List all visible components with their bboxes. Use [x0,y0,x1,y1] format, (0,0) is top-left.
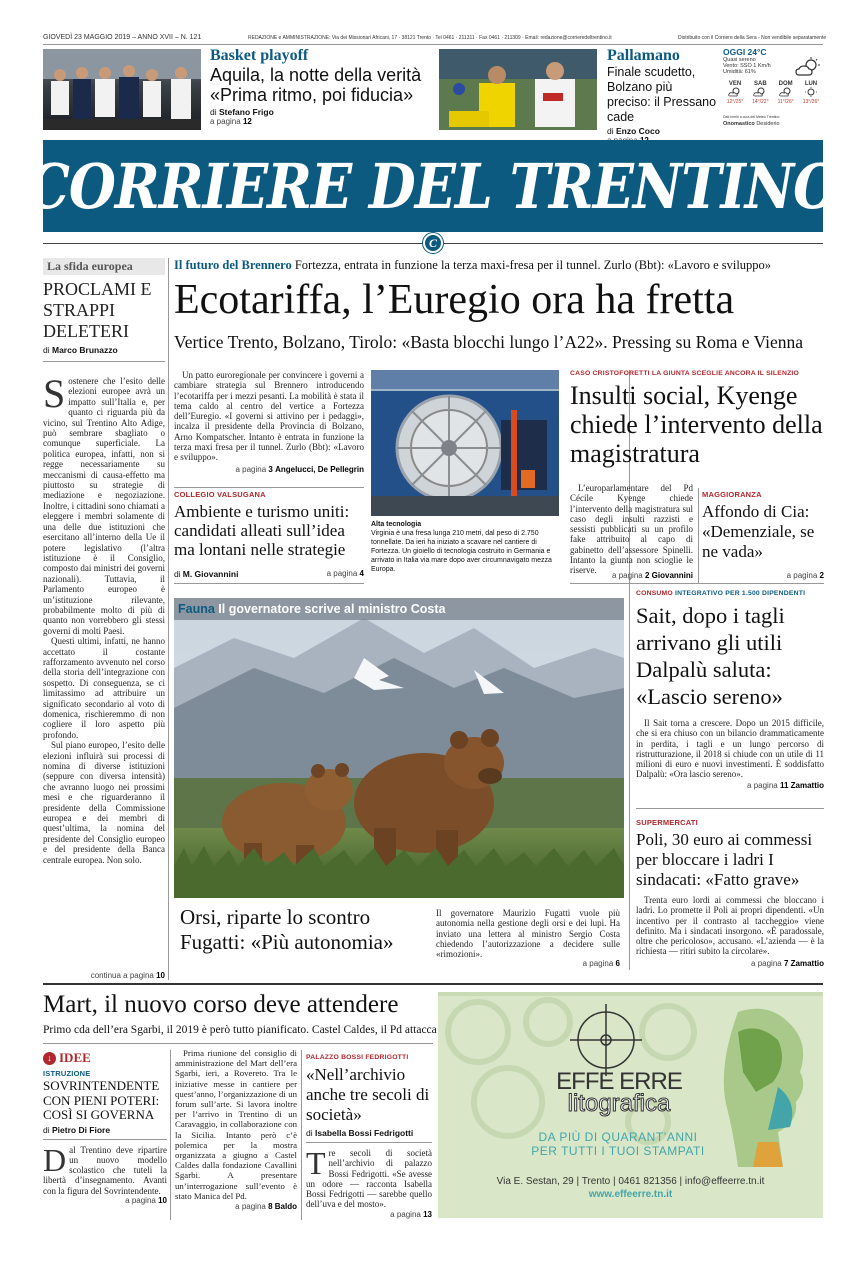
archivio-page: 13 [423,1209,432,1219]
cia-article[interactable] [702,490,824,562]
valsugana-page-prefix: a pagina [326,569,358,578]
issue-date: GIOVEDÌ 23 MAGGIO 2019 – ANNO XVII – N. 121 [43,34,202,41]
weather-line-3: Umidità: 61% [723,69,756,75]
lead-authors: Angelucci, De Pellegrin [275,464,364,474]
valsugana-by: di [174,569,181,579]
weather-day-label: SAB [753,81,767,87]
ad-contact: Via E. Sestan, 29 | Trento | 0461 821356 | info@effeerre.tn.it [496,1176,765,1187]
ad-brand-sub: litografica [567,1090,671,1117]
editorial-body-p3: Sul piano europeo, l’esito delle elezioni influirà sui processi di nomina di diverse istituzioni (seppure con diversa intensità) che avranno luogo nei prossimi mesi e che riguarderanno il presidente della Commissione europea e dei membri di quest’ultima, la nomina del presidente del Consiglio europeo e del presidente della Banca centrale europea. Non solo. [43,740,165,865]
lead-subtopic: Fortezza, entrata in funzione la terza maxi-fresa per il tunnel. Zurlo (Bbt): «Lavoro e sviluppo» [294,258,772,272]
archivio-by: di [306,1128,313,1138]
archivio-title: «Nell’archivio anche tre secoli di società» [306,1065,430,1124]
sait-kicker-2: INTEGRATIVO PER 1.500 DIPENDENTI [675,590,806,597]
archivio-body-text: re secoli di società nell’archivio di palazzo Bossi Fedrigotti. «Se avesse un odore — racconta Isabella Bossi Fedrigotti — sarebbe quello dell’uva e del mosto». [306,1148,432,1210]
partly-cloudy-icon [795,57,821,77]
poli-author: Zamattio [790,958,824,968]
editorial-column[interactable] [43,258,165,980]
teaser-basket-kicker: Basket playoff [210,47,309,64]
idee-author: Pietro Di Fiore [52,1124,111,1135]
sun-cloud-icon [753,87,767,97]
kyenge-cia-divider [698,488,699,583]
valsugana-page: 4 [359,569,364,578]
idee-rule [43,1139,167,1140]
poli-page: 7 [783,958,789,968]
editorial-body-p1: ostenere che l’esito delle elezioni europee avrà un impatto sull’Italia e, per quanto ci riguarda più da vicino, sul Trentino Alto Adige, può sembrare sbagliato o comunque superficiale. La politica europea, infatti, non si regge necessariamente su meccanismi di causa-effetto ma piuttosto su strategie di mediazione e negoziazione. Inoltre, i cittadini sono chiamati a eleggere i membri solamente di una delle due istituzioni che esercitano all’interno della Ue il potere legislativo (l’altra istituzione è il Consiglio, composto dai ministri dei governi nazionali). Tuttavia, il Parlamento europeo è un’istituzione rilevante, probabilmente molto di più di quanto non vorrebbero gli stessi governi di molti Paesi. [43,376,165,636]
idee-by: di [43,1124,50,1135]
archivio-dropcap: T [306,1145,326,1181]
archivio-page-prefix: a pagina [390,1209,421,1219]
masthead-logo-badge [423,233,443,253]
valsugana-top-rule [174,487,364,488]
editorial-address: REDAZIONE e AMMINISTRAZIONE: Via dei Missionari Africani, 17 · 38121 Trento · Tel 0461 · 211311 · Fax 0461 · 211309 · Email: redazione@corrieredeltrentino.it [248,35,612,41]
tunnel-photo-caption [371,520,559,574]
kyenge-pageref [570,571,693,580]
sait-author: Zamattio [790,780,824,790]
sun-cloud-icon [728,87,742,97]
weather-day-temp: 11°/26° [777,99,794,105]
archivio-author: Isabella Bossi Fedrigotti [315,1128,414,1138]
weather-day-temp: 13°/26° [802,99,820,105]
lead-topic: Il futuro del Brennero [174,258,292,272]
teaser-basket-by: di [210,107,217,117]
teaser-pallamano-title: Finale scudetto, Bolzano più preciso: il Pressano cade [607,65,717,124]
lead-subheadline: Vertice Trento, Bolzano, Tirolo: «Basta blocchi lungo l’A22». Pressing su Roma e Vienna [174,332,804,352]
mart-page: 8 [268,1202,273,1212]
editorial-author: Marco Brunazzo [52,345,118,355]
ad-brand: EFFE ERRE [556,1068,682,1095]
sait-bottom-rule [636,808,824,809]
idee-body [43,1141,167,1196]
editorial-by: di [43,345,50,355]
poli-body: Trenta euro lordi ai commessi che bloccano i ladri. Lo promette il Poli ai propri dipendenti. «Un incentivo per il contrasto al taccheggio» viene definito. Ma i sindacati insorgono. «È paradossale, oltre che pericoloso», accusano. «L’azienda — è la richiesta — ritiri subito la circolare». [636,895,824,957]
weather-day-label: DOM [778,81,793,87]
mart-rule [43,1043,433,1044]
fauna-title[interactable]: Orsi, riparte lo scontro Fugatti: «Più autonomia» [180,905,394,954]
kyenge-article[interactable] [570,370,824,468]
teaser-pallamano-author: Enzo Coco [616,126,660,136]
kyenge-page: 2 [644,571,650,580]
masthead[interactable] [26,140,840,232]
fauna-page-prefix: a pagina [582,959,614,968]
sun-cloud-icon [779,87,793,97]
weather-box [723,47,823,131]
valsugana-author: M. Giovannini [182,569,239,579]
cia-page-prefix: a pagina [786,571,818,580]
archivio-body [306,1145,432,1210]
sait-page: 11 [779,780,789,790]
idee-dropcap: D [43,1141,67,1178]
teaser-pallamano-kicker: Pallamano [607,47,680,64]
cia-kicker: MAGGIORANZA [702,490,762,499]
valsugana-bottom-rule [174,583,364,584]
kyenge-kicker: CASO CRISTOFORETTI LA GIUNTA SCEGLIE ANCORA IL SILENZIO [570,370,800,377]
teaser-pallamano[interactable] [607,47,719,145]
sait-title: Sait, dopo i tagli arrivano gli utili Dalpalù saluta: «Lascio sereno» [636,603,785,709]
basket-photo [43,49,201,130]
editorial-body [43,371,165,865]
weather-day-1 [723,81,747,105]
idee-body-text: al Trentino deve ripartire un nuovo modello scolastico che tuteli la libertà d’insegnamento. Avanti con la figura del Sovrintendente. [43,1144,167,1196]
pallamano-photo [439,49,597,130]
lead-headline[interactable]: Ecotariffa, l’Euregio ora ha fretta [174,277,735,323]
lead-body-block[interactable] [174,370,364,474]
sun-icon [804,87,818,97]
valsugana-article[interactable] [174,490,364,559]
kyenge-body: L’europarlamentare del Pd Cécile Kyenge chiede l’intervento della magistratura sul caso degli insulti razzisti e sessisti pubblicati su un profilo fake attribuito al capo di gabinetto dell’assessore Spinelli. Intanto la giunta non scioglie le riserve. [570,483,693,576]
idee-kicker: ISTRUZIONE [43,1069,91,1078]
mart-page-prefix: a pagina [235,1202,266,1212]
cia-pageref [702,571,824,580]
weather-day-3 [774,81,798,105]
valsugana-byline [174,569,364,579]
editorial-cont-page: 10 [156,971,165,980]
fauna-subtitle: Il governatore scrive al ministro Costa [218,602,446,616]
idee-page: 10 [158,1195,167,1205]
mart-author: Baldo [274,1202,297,1212]
teaser-basket-page-prefix: a pagina [210,117,241,126]
weather-day-2 [748,81,772,105]
poli-kicker: SUPERMERCATI [636,818,698,827]
teaser-basket-page: 12 [242,117,252,126]
poli-article[interactable] [636,818,824,968]
editorial-cont-prefix: continua a pagina [90,971,154,980]
archivio-kicker: PALAZZO BOSSI FEDRIGOTTI [306,1054,409,1061]
poli-page-prefix: a pagina [751,958,782,968]
editorial-body-p2: Questi ultimi, infatti, ne hanno accettato il costante rafforzamento avvenuto nel corso della storia dell’integrazione con sospetto. Di conseguenza, se ci limitassimo ad attribuire un significato secondario al voto di domenica, rischieremmo di non cogliere il loro aspetto più profondo. [43,636,165,740]
weather-day-temp: 12°/25° [726,99,744,105]
sait-body: Il Sait torna a crescere. Dopo un 2015 difficile, che si era chiuso con un bilancio drammaticamente in perdita, i tagli e un lungo percorso di ristrutturazione, il 2018 si chiude con un utile di 11 milioni di euro e nuovi investimenti. È soddisfatto Dalpalù: «Ora lascio sereno». [636,718,824,780]
weather-today: OGGI 24°C [723,47,767,57]
top-rule [43,44,823,45]
mart-divider [301,1050,302,1220]
lead-topic-line [174,258,824,273]
top-info-line [43,34,827,44]
weather-line-1: Quasi sereno [723,57,756,63]
valsugana-title: Ambiente e turismo uniti: candidati alleati sull’idea ma lontani nelle strategie [174,502,350,559]
cia-title: Affondo di Cia: «Demenziale, se ne vada» [702,502,815,561]
sait-page-prefix: a pagina [747,780,778,790]
sait-article[interactable] [636,590,824,790]
editorial-dropcap: S [43,371,66,416]
effeerre-advertisement[interactable] [438,992,823,1218]
tunnel-caption-title: Alta tecnologia [371,521,422,528]
lead-page: 3 [268,464,273,474]
teaser-pallamano-by: di [607,126,614,136]
weather-day-label: LUN [804,81,818,87]
lead-page-prefix: a pagina [235,464,267,474]
editorial-divider [168,258,169,980]
kyenge-author: Giovannini [651,571,693,580]
idee-divider [170,1050,171,1220]
teaser-basket-title: Aquila, la notte della verità «Prima ritmo, poi fiducia» [210,65,422,105]
weather-day-label: VEN [728,81,742,87]
ad-tagline-1: DA PIÙ DI QUARANT’ANNI [538,1130,698,1144]
arrow-down-icon: ↓ [43,1052,56,1065]
archivio-rule [306,1142,432,1143]
section-divider-bottom [43,983,823,985]
saint-label: Onomastico [723,121,755,127]
fauna-pageref [436,959,620,968]
weather-day-4 [799,81,823,105]
tunnel-caption-text: Virginia è una fresa lunga 210 metri, dal peso di 2.750 tonnellate. Da ieri ha iniziato a scavare nel cantiere di Fortezza. Un gioiello di tecnologia costruito in Germania e arrivato in Italia via mare dopo aver circumnavigato mezza Europa. [371,530,552,573]
fauna-kicker: Fauna [178,602,215,616]
c-logo-icon: C [428,235,437,250]
archivio-article[interactable] [306,1054,432,1219]
editorial-rule [43,361,165,362]
poli-title: Poli, 30 euro ai commessi per bloccare i ladri I sindacati: «Fatto grave» [636,830,813,889]
fauna-body: Il governatore Maurizio Fugatti vuole più autonomia nella gestione degli orsi e dei lupi. Ha inviato una lettera al ministro Sergio Costa chiedendo l’autorizzazione a decidere sulle «rimozioni». [436,908,620,960]
teaser-basket-author: Stefano Frigo [219,107,274,117]
sait-kicker: CONSUMO [636,590,673,597]
idee-column[interactable] [43,1050,167,1220]
editorial-title: PROCLAMI E STRAPPI DELETERI [43,279,152,341]
weather-note: Dati forniti a cura del Meteo Trentino [723,115,780,119]
weather-line-2: Vento: SSO 1 Km/h [723,63,771,69]
fauna-banner [174,598,624,620]
mart-body: Prima riunione del consiglio di amministrazione del Mart dell’era Sgarbi, ieri, a Rovereto. Tra le iniziative messe in cantiere per quest’anno, l’organizzazione di un forum sull’arte. Si lavora inoltre per l’arrivo in Trentino di un Caravaggio, in collaborazione con la Sicilia. Intanto però c’è polemica per la mostra organizzata a giugno a Castel Caldes dalla fondazione Cavallini Sgarbi. A presentare un’interrogazione sull’evento è stato Manica del Pd. [175,1048,297,1201]
editorial-kicker: La sfida europea [43,258,165,275]
lead-body: Un patto euroregionale per convincere i governi a cambiare strategia sul Brennero introducendo l’ecotariffa per i mezzi pesanti. La mobilità è stata il tema caldo al centro del vertice a Fortezza dell’Euregio. «I governi si attivino per i pedaggi», incalza il presidente della Provincia di Bolzano, Arno Kompatscher. Intanto è entrata in funzione la terza maxi fresa per il tunnel. Zurlo (Bbt): «Lavoro e sviluppo». [174,370,364,463]
kyenge-page-prefix: a pagina [612,571,643,580]
teaser-basket[interactable] [210,47,430,126]
ad-tagline-2: PER TUTTI I TUOI STAMPATI [531,1144,705,1158]
kyenge-bottom-rule [570,583,824,584]
mart-subheadline: Primo cda dell’era Sgarbi, il 2019 è però tutto pianificato. Castel Caldes, il Pd attacca [43,1024,437,1036]
distribution-note: Distribuito con il Corriere della Sera - Non vendibile separatamente [678,35,827,41]
masthead-title: CORRIERE DEL TRENTINO [26,149,840,223]
tunnel-boring-machine-photo [371,370,559,516]
idee-title: SOVRINTENDENTE CON PIENI POTERI: COSÌ SI GOVERNA [43,1078,160,1122]
mart-headline[interactable]: Mart, il nuovo corso deve attendere [43,991,399,1018]
fauna-page: 6 [615,959,620,968]
mart-article[interactable] [175,1048,297,1211]
kyenge-title: Insulti social, Kyenge chiede l’intervento della magistratura [570,381,823,468]
idee-page-prefix: a pagina [125,1195,156,1205]
idee-label: IDEE [59,1050,91,1065]
saint-name: Desiderio [756,121,780,127]
weather-day-temp: 14°/22° [752,99,769,105]
valsugana-kicker: COLLEGIO VALSUGANA [174,490,266,499]
cia-page: 2 [819,571,824,580]
ad-url[interactable]: www.effeerre.tn.it [588,1189,673,1200]
